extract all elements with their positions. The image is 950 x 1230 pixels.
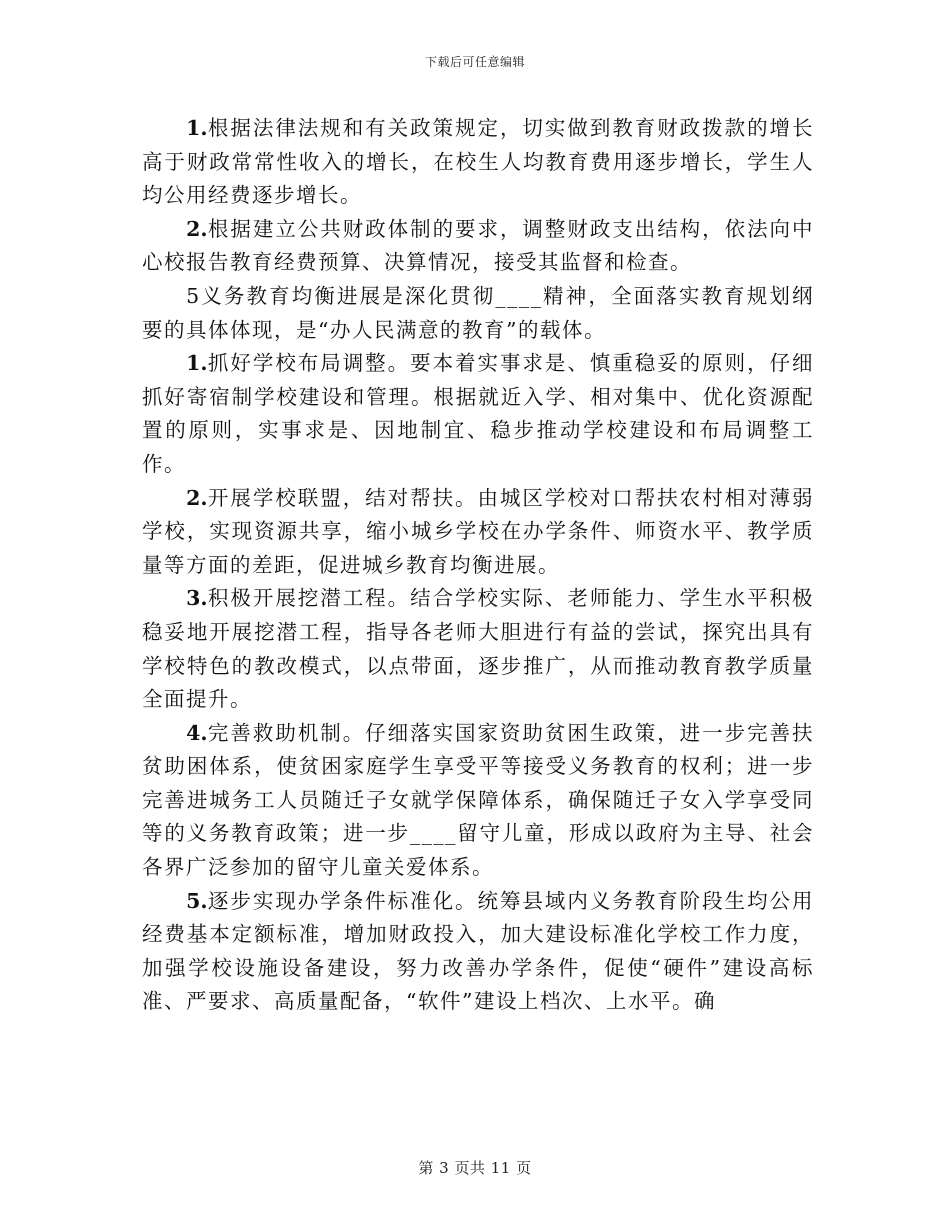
paragraph xyxy=(142,213,814,280)
paragraph-text: 抓好学校布局调整。要本着实事求是、慎重稳妥的原则，仔细抓好寄宿制学校建设和管理。根据就近入学、相对集中、优化资源配置的原则，实事求是、因地制宜、稳步推动学校建设和布局调整工作。 xyxy=(142,351,814,476)
document-body xyxy=(142,112,814,1019)
paragraph-text: 完善救助机制。仔细落实国家资助贫困生政策，进一步完善扶贫助困体系，使贫困家庭学生享受平等接受义务教育的权利；进一步完善进城务工人员随迁子女就学保障体系，确保随迁子女入学享受同等的义务教育政策；进一步____留守儿童，形成以政府为主导、社会各界广泛参加的留守儿童关爱体系。 xyxy=(142,720,814,880)
page-number: 第 3 页共 11 页 xyxy=(418,1159,532,1177)
item-number: 1. xyxy=(186,116,208,140)
paragraph-text: 积极开展挖潜工程。结合学校实际、老师能力、学生水平积极稳妥地开展挖潜工程，指导各老师大胆进行有益的尝试，探究出具有学校特色的教改模式，以点带面，逐步推广，从而推动教育教学质量全面提升。 xyxy=(142,586,814,712)
item-number: 3. xyxy=(186,586,208,611)
paragraph-text: 开展学校联盟，结对帮扶。由城区学校对口帮扶农村相对薄弱学校，实现资源共享，缩小城乡学校在办学条件、师资水平、教学质量等方面的差距，促进城乡教育均衡进展。 xyxy=(142,485,814,577)
paragraph xyxy=(142,482,814,583)
paragraph-text: 5义务教育均衡进展是深化贯彻____精神，全面落实教育规划纲要的具体体现，是“办人民满意的教育”的载体。 xyxy=(142,283,814,342)
paragraph xyxy=(142,112,814,213)
item-number: 2. xyxy=(186,485,208,510)
item-number: 2. xyxy=(186,216,208,241)
paragraph xyxy=(142,717,814,885)
paragraph xyxy=(142,885,814,1019)
item-number: 4. xyxy=(186,720,208,745)
item-number: 1. xyxy=(186,351,208,376)
item-number: 5. xyxy=(186,888,208,913)
paragraph-text: 根据法律法规和有关政策规定，切实做到教育财政拨款的增长高于财政常常性收入的增长，在校生人均教育费用逐步增长，学生人均公用经费逐步增长。 xyxy=(142,116,814,208)
page-header: 下载后可任意编辑 xyxy=(424,55,525,69)
paragraph-text: 根据建立公共财政体制的要求，调整财政支出结构，依法向中心校报告教育经费预算、决算情况，接受其监督和检查。 xyxy=(142,216,814,275)
paragraph xyxy=(142,582,814,716)
paragraph-text: 逐步实现办学条件标准化。统筹县域内义务教育阶段生均公用经费基本定额标准，增加财政投入，加大建设标准化学校工作力度，加强学校设施设备建设，努力改善办学条件，促使“硬件”建设高标准、严要求、高质量配备，“软件”建设上档次、上水平。确 xyxy=(142,888,814,1014)
paragraph xyxy=(142,347,814,481)
paragraph xyxy=(142,280,814,347)
